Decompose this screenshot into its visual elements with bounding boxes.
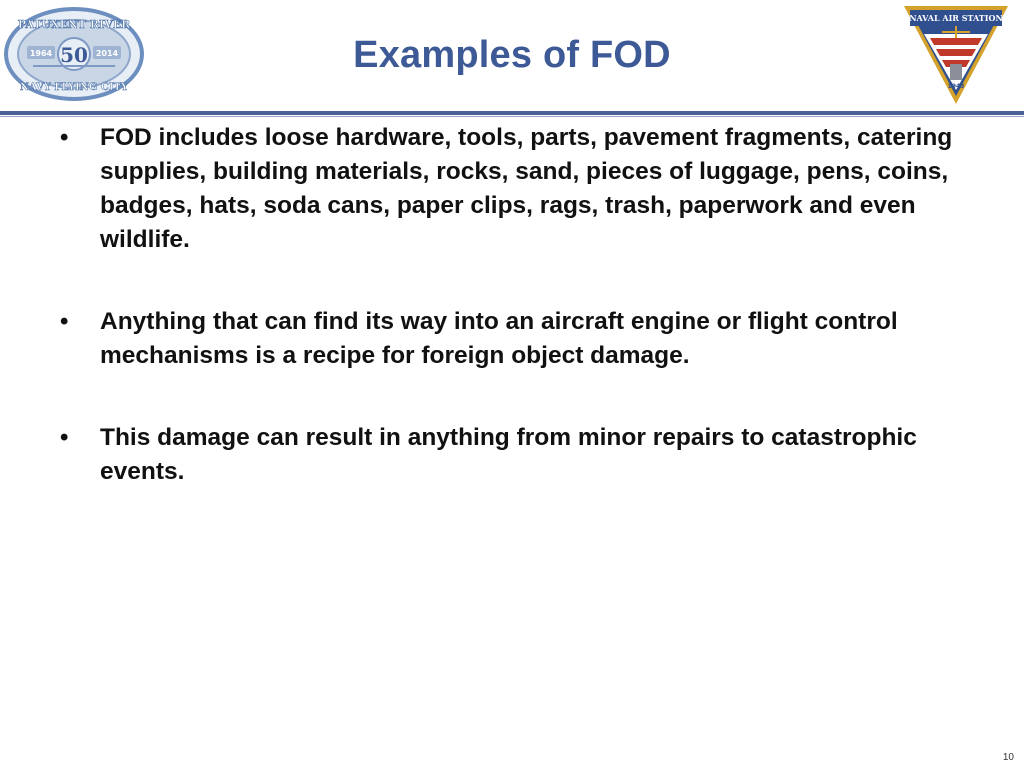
svg-text:NAVY FLYING CITY: NAVY FLYING CITY bbox=[19, 82, 129, 93]
bullet-text: FOD includes loose hardware, tools, parts, pavement fragments, catering supplies, building materials, rocks, sand, pieces of luggage, pens, coins, badges, hats, soda cans, paper clips, rags, trash, paperwork and even wildlife. bbox=[100, 124, 953, 253]
bullet-item bbox=[58, 305, 978, 373]
page-number: 10 bbox=[1002, 752, 1014, 763]
header-divider bbox=[0, 111, 1024, 115]
bullet-text: Anything that can find its way into an aircraft engine or flight control mechanisms is a recipe for foreign object damage. bbox=[100, 308, 898, 369]
slide-title: Examples of FOD bbox=[353, 34, 671, 76]
svg-text:1943: 1943 bbox=[947, 83, 965, 90]
svg-text:50: 50 bbox=[60, 43, 88, 67]
bullet-item bbox=[58, 121, 978, 257]
bullet-dot-icon: • bbox=[60, 424, 69, 451]
header-divider-shadow bbox=[0, 116, 1024, 117]
svg-text:2014: 2014 bbox=[95, 49, 119, 58]
naval-air-station-shield-logo bbox=[902, 4, 1010, 106]
bullet-list bbox=[58, 121, 978, 489]
svg-text:NAVAL AIR STATION: NAVAL AIR STATION bbox=[909, 13, 1003, 23]
svg-text:PATUXENT RIVER: PATUXENT RIVER bbox=[17, 18, 131, 31]
bullet-text: This damage can result in anything from minor repairs to catastrophic events. bbox=[100, 424, 917, 485]
bullet-dot-icon: • bbox=[60, 124, 69, 151]
svg-text:1964: 1964 bbox=[29, 49, 53, 58]
bullet-item bbox=[58, 421, 978, 489]
bullet-dot-icon: • bbox=[60, 308, 69, 335]
